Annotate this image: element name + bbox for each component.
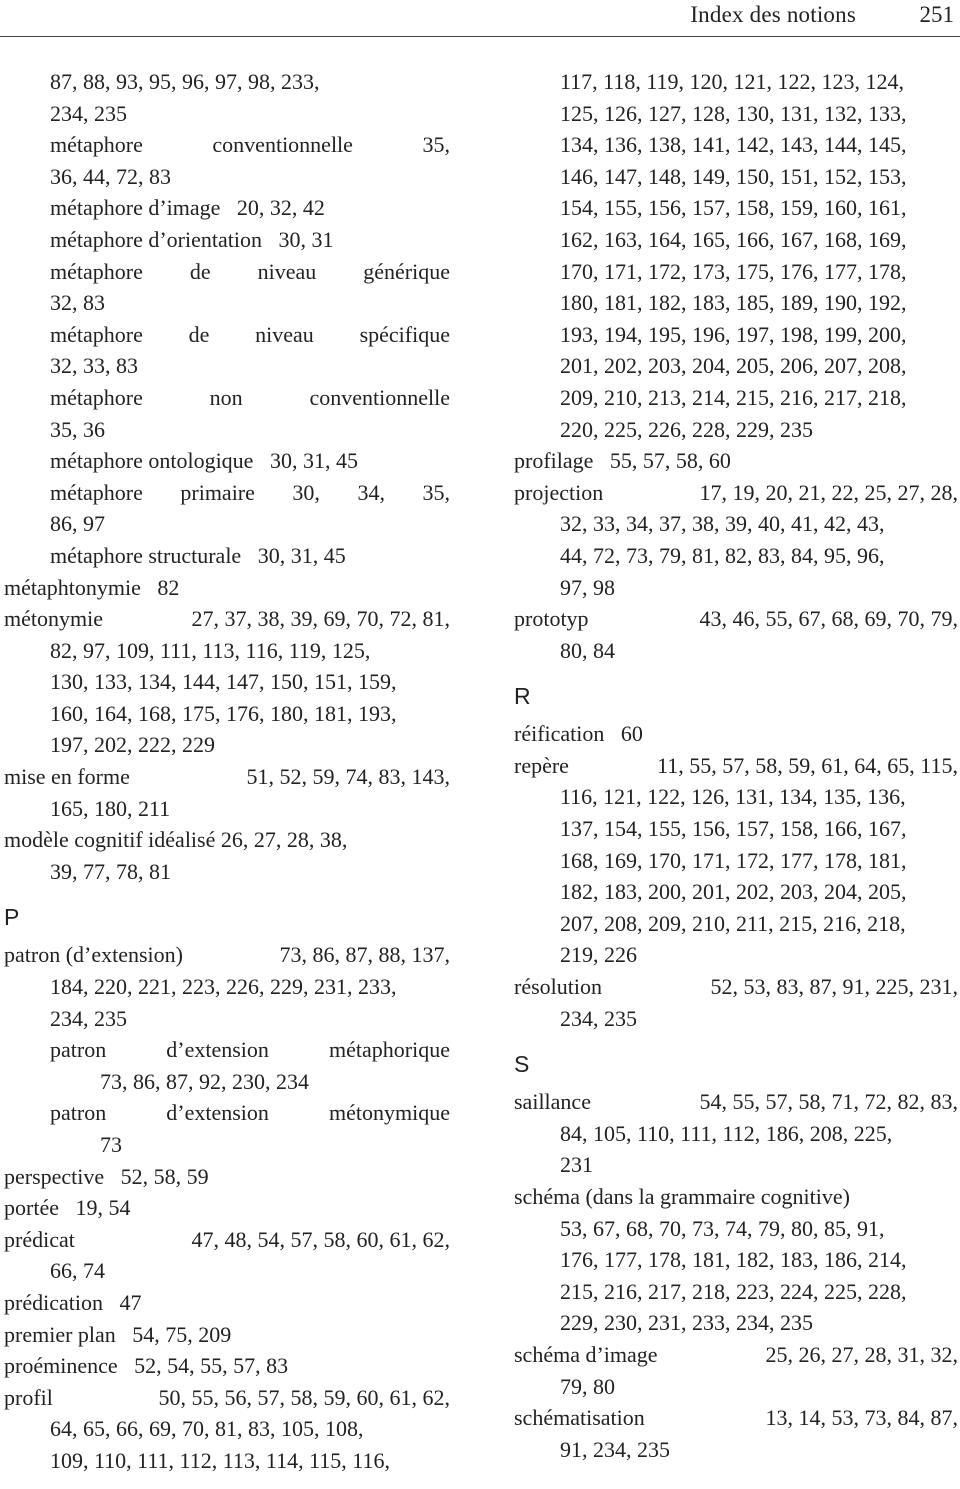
index-line-segment: métaphore: [50, 321, 143, 347]
index-line: 44, 72, 73, 79, 81, 82, 83, 84, 95, 96,: [560, 542, 885, 568]
index-line-segment: prédicat: [4, 1226, 75, 1252]
index-line: 162, 163, 164, 165, 166, 167, 168, 169,: [560, 226, 907, 252]
index-line: 79, 80: [560, 1373, 615, 1399]
index-line: 220, 225, 226, 228, 229, 235: [560, 416, 813, 442]
index-line: métaphore d’image 20, 32, 42: [50, 195, 325, 221]
index-line-segment: générique: [363, 258, 450, 284]
index-line-segment: 34,: [357, 479, 385, 505]
index-section-letter: R: [514, 683, 531, 710]
index-column-left: [4, 66, 450, 1477]
index-line-segment: de: [189, 258, 211, 284]
index-line: 66, 74: [50, 1258, 105, 1284]
index-section-letter: S: [514, 1051, 530, 1078]
index-line: 32, 33, 83: [50, 353, 138, 379]
index-line: 86, 97: [50, 511, 105, 537]
index-line: 219, 226: [560, 942, 637, 968]
index-line-segment: métaphore: [50, 479, 143, 505]
index-line-segment: 47, 48, 54, 57, 58, 60, 61, 62,: [191, 1226, 450, 1252]
index-line-segment: schématisation: [514, 1405, 645, 1431]
index-line: 53, 67, 68, 70, 73, 74, 79, 80, 85, 91,: [560, 1215, 885, 1241]
index-line-segment: 51, 52, 59, 74, 83, 143,: [246, 764, 450, 790]
index-line: 180, 181, 182, 183, 185, 189, 190, 192,: [560, 290, 907, 316]
index-line: 146, 147, 148, 149, 150, 151, 152, 153,: [560, 163, 907, 189]
index-line: prédication 47: [4, 1289, 142, 1315]
index-line-segment: projection: [514, 479, 604, 505]
page-number: 251: [919, 2, 954, 27]
index-line-segment: 54, 55, 57, 58, 71, 72, 82, 83,: [699, 1089, 958, 1115]
index-line: 64, 65, 66, 69, 70, 81, 83, 105, 108,: [50, 1416, 364, 1442]
index-line-segment: 50, 55, 56, 57, 58, 59, 60, 61, 62,: [158, 1384, 450, 1410]
index-line-segment: résolution: [514, 974, 602, 1000]
index-line-segment: 35,: [422, 479, 450, 505]
index-line-segment: métaphorique: [329, 1037, 450, 1063]
index-line-segment: 35,: [422, 132, 450, 158]
index-line: 193, 194, 195, 196, 197, 198, 199, 200,: [560, 321, 907, 347]
index-line: [4, 256, 450, 288]
index-line: 87, 88, 93, 95, 96, 97, 98, 233,: [50, 69, 320, 94]
index-line: 182, 183, 200, 201, 202, 203, 204, 205,: [560, 879, 907, 905]
index-line-segment: spécifique: [359, 321, 450, 347]
index-line: [4, 319, 450, 351]
index-line: proéminence 52, 54, 55, 57, 83: [4, 1353, 289, 1379]
index-line: 39, 77, 78, 81: [50, 858, 171, 884]
index-line: [4, 1224, 450, 1256]
index-line-segment: prototyp: [514, 606, 589, 632]
index-line: 130, 133, 134, 144, 147, 150, 151, 159,: [50, 669, 397, 695]
index-line: [4, 1034, 450, 1066]
index-line: 231: [560, 1152, 593, 1178]
index-line-segment: 52, 53, 83, 87, 91, 225, 231,: [710, 974, 958, 1000]
index-line: [514, 603, 958, 635]
index-line: 207, 208, 209, 210, 211, 215, 216, 218,: [560, 910, 906, 936]
index-line-segment: primaire: [180, 479, 255, 505]
index-line-segment: d’extension: [166, 1037, 269, 1063]
index-line-segment: repère: [514, 752, 569, 778]
index-line: [514, 1339, 958, 1371]
index-line: schéma (dans la grammaire cognitive): [514, 1184, 850, 1209]
index-line: 109, 110, 111, 112, 113, 114, 115, 116,: [50, 1447, 390, 1473]
index-line: 184, 220, 221, 223, 226, 229, 231, 233,: [50, 974, 397, 1000]
index-line-segment: 11, 55, 57, 58, 59, 61, 64, 65, 115,: [657, 752, 958, 778]
index-line-segment: 43, 46, 55, 67, 68, 69, 70, 79,: [699, 606, 958, 632]
index-line-segment: 30,: [292, 479, 320, 505]
index-line-segment: non: [209, 384, 243, 410]
index-line: [4, 382, 450, 414]
index-line-segment: schéma d’image: [514, 1341, 658, 1367]
index-line-segment: 27, 37, 38, 39, 69, 70, 72, 81,: [191, 606, 450, 632]
index-line: [4, 939, 450, 971]
index-line: 73: [100, 1132, 122, 1157]
index-line: 197, 202, 222, 229: [50, 732, 215, 758]
index-line-segment: métaphore: [50, 258, 143, 284]
index-line: 134, 136, 138, 141, 142, 143, 144, 145,: [560, 132, 907, 158]
index-line-segment: niveau: [257, 258, 317, 284]
index-line: 234, 235: [50, 1005, 127, 1031]
index-line-segment: 17, 19, 20, 21, 22, 25, 27, 28,: [699, 479, 958, 505]
index-line: 137, 154, 155, 156, 157, 158, 166, 167,: [560, 816, 907, 842]
index-line: [4, 129, 450, 161]
index-line: [514, 1086, 958, 1118]
index-line-segment: 13, 14, 53, 73, 84, 87,: [765, 1405, 958, 1431]
index-line-segment: patron: [50, 1037, 107, 1063]
index-line-segment: saillance: [514, 1089, 591, 1115]
index-line: 168, 169, 170, 171, 172, 177, 178, 181,: [560, 847, 907, 873]
index-line-segment: mise en forme: [4, 764, 130, 790]
index-line-segment: profil: [4, 1384, 53, 1410]
index-line: 170, 171, 172, 173, 175, 176, 177, 178,: [560, 258, 907, 284]
index-line: métaphtonymie 82: [4, 574, 180, 600]
index-line: [514, 477, 958, 509]
index-line: 154, 155, 156, 157, 158, 159, 160, 161,: [560, 195, 907, 221]
index-line: 35, 36: [50, 416, 105, 442]
index-line: 80, 84: [560, 637, 615, 663]
index-line: 165, 180, 211: [50, 795, 171, 821]
index-line: métaphore ontologique 30, 31, 45: [50, 448, 358, 474]
index-line: 215, 216, 217, 218, 223, 224, 225, 228,: [560, 1278, 907, 1304]
index-line-segment: métaphore: [50, 384, 143, 410]
index-line: 201, 202, 203, 204, 205, 206, 207, 208,: [560, 353, 907, 379]
index-line: 82, 97, 109, 111, 113, 116, 119, 125,: [50, 637, 371, 663]
index-line: [4, 603, 450, 635]
index-line: 234, 235: [50, 100, 127, 126]
index-line: [514, 1402, 958, 1434]
index-line-segment: métonymique: [329, 1100, 450, 1126]
index-line: 229, 230, 231, 233, 234, 235: [560, 1310, 813, 1336]
index-line-segment: conventionnelle: [212, 132, 353, 158]
index-line: [4, 1382, 450, 1414]
index-section-letter: P: [4, 904, 20, 931]
index-line: 116, 121, 122, 126, 131, 134, 135, 136,: [560, 784, 906, 810]
index-line: métaphore structurale 30, 31, 45: [50, 542, 346, 568]
index-line: métaphore d’orientation 30, 31: [50, 226, 334, 252]
index-line-segment: métaphore: [50, 132, 143, 158]
index-line-segment: de: [188, 321, 210, 347]
index-column-right: [514, 66, 958, 1465]
index-line: réification 60: [514, 721, 643, 747]
index-line: portée 19, 54: [4, 1195, 131, 1221]
index-line: 234, 235: [560, 1005, 637, 1031]
running-header-title: Index des notions: [690, 2, 856, 27]
index-line: 91, 234, 235: [560, 1436, 670, 1462]
index-line: 160, 164, 168, 175, 176, 180, 181, 193,: [50, 700, 397, 726]
index-line: [514, 750, 958, 782]
index-line: 97, 98: [560, 574, 615, 600]
index-line: 176, 177, 178, 181, 182, 183, 186, 214,: [560, 1247, 907, 1273]
index-line: [514, 971, 958, 1003]
index-line: 125, 126, 127, 128, 130, 131, 132, 133,: [560, 100, 907, 126]
index-line: [4, 761, 450, 793]
index-line-segment: patron: [50, 1100, 107, 1126]
index-line: 209, 210, 213, 214, 215, 216, 217, 218,: [560, 384, 907, 410]
index-line-segment: métonymie: [4, 606, 103, 632]
index-line: premier plan 54, 75, 209: [4, 1321, 232, 1347]
running-header: [0, 0, 960, 40]
index-line: 32, 33, 34, 37, 38, 39, 40, 41, 42, 43,: [560, 511, 885, 537]
index-line-segment: d’extension: [166, 1100, 269, 1126]
index-line-segment: 73, 86, 87, 88, 137,: [279, 942, 450, 968]
index-line-segment: conventionnelle: [309, 384, 450, 410]
index-line: 73, 86, 87, 92, 230, 234: [100, 1068, 309, 1094]
index-line: 32, 83: [50, 290, 105, 316]
index-line: 84, 105, 110, 111, 112, 186, 208, 225,: [560, 1120, 893, 1146]
index-line-segment: patron (d’extension): [4, 942, 183, 968]
index-line: profilage 55, 57, 58, 60: [514, 448, 731, 474]
index-line: 117, 118, 119, 120, 121, 122, 123, 124,: [560, 69, 905, 94]
header-rule: [0, 36, 960, 37]
index-line: perspective 52, 58, 59: [4, 1163, 209, 1189]
index-line-segment: 25, 26, 27, 28, 31, 32,: [765, 1341, 958, 1367]
index-line-segment: niveau: [255, 321, 314, 347]
index-line: 36, 44, 72, 83: [50, 163, 171, 189]
index-line: [4, 477, 450, 509]
index-line: [4, 1097, 450, 1129]
index-line: modèle cognitif idéalisé 26, 27, 28, 38,: [4, 827, 348, 853]
